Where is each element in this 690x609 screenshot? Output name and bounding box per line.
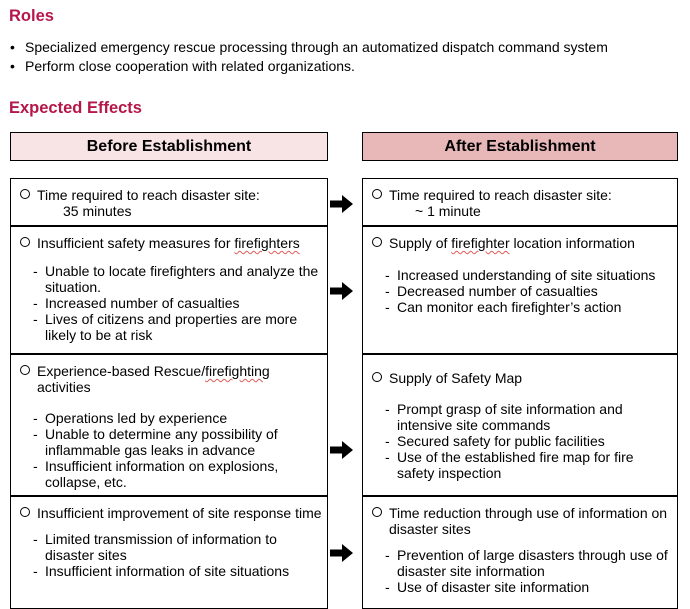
points-list [363, 401, 677, 481]
list-item: - Operations led by experience [11, 410, 327, 426]
circle-bullet-icon [20, 365, 30, 375]
circle-bullet-icon [20, 189, 30, 199]
list-item: - Decreased number of casualties [363, 283, 677, 299]
points-list [11, 263, 327, 343]
list-item: • Specialized emergency rescue processing through an automatized dispatch command system [9, 38, 684, 57]
list-item: - Increased number of casualties [11, 295, 327, 311]
circle-bullet-icon [372, 237, 382, 247]
after-row-4 [362, 496, 678, 609]
before-row-1 [10, 178, 328, 226]
right-arrow-icon [330, 441, 353, 459]
list-item: - Secured safety for public facilities [363, 433, 677, 449]
list-item: - Insufficient information on explosions, collapse, etc. [11, 458, 327, 490]
list-item: - Insufficient information of site situations [11, 563, 327, 579]
row-title: Supply of Safety Map [363, 355, 677, 386]
row-title: Time reduction through use of information on disaster sites [363, 497, 677, 537]
list-item: - Use of disaster site information [363, 579, 677, 595]
circle-bullet-icon [372, 189, 382, 199]
circle-bullet-icon [20, 237, 30, 247]
list-item: - Prompt grasp of site information and intensive site commands [363, 401, 677, 433]
after-row-3 [362, 354, 678, 496]
row-title: Insufficient improvement of site response time [11, 497, 327, 521]
before-row-4 [10, 496, 328, 609]
row-title: Time required to reach disaster site: [11, 179, 327, 203]
roles-heading: Roles [9, 7, 54, 25]
circle-bullet-icon [372, 507, 382, 517]
after-row-2 [362, 226, 678, 354]
circle-bullet-icon [20, 507, 30, 517]
before-establishment-header: Before Establishment [10, 132, 328, 161]
points-list [363, 547, 677, 595]
list-item: - Can monitor each firefighter’s action [363, 299, 677, 315]
row-title: Experience-based Rescue/firefighting activities [11, 355, 327, 395]
after-row-1 [362, 178, 678, 226]
time-value: 35 minutes [63, 203, 132, 219]
right-arrow-icon [330, 544, 353, 562]
points-list [11, 410, 327, 490]
list-item: - Use of the established fire map for fire safety inspection [363, 449, 677, 481]
list-item: - Increased understanding of site situations [363, 267, 677, 283]
before-row-3 [10, 354, 328, 496]
list-item: - Lives of citizens and properties are more likely to be at risk [11, 311, 327, 343]
row-title: Insufficient safety measures for firefighters [11, 227, 327, 251]
list-item: - Unable to determine any possibility of inflammable gas leaks in advance [11, 426, 327, 458]
roles-list [9, 38, 684, 76]
circle-bullet-icon [372, 372, 382, 382]
before-row-2 [10, 226, 328, 354]
row-title: Supply of firefighter location information [363, 227, 677, 251]
list-item: - Unable to locate firefighters and analyze the situation. [11, 263, 327, 295]
row-title: Time required to reach disaster site: [363, 179, 677, 203]
list-item: - Prevention of large disasters through use of disaster site information [363, 547, 677, 579]
right-arrow-icon [330, 282, 353, 300]
right-arrow-icon [330, 195, 353, 213]
after-establishment-header: After Establishment [362, 132, 678, 161]
expected-effects-heading: Expected Effects [9, 99, 142, 117]
points-list [363, 267, 677, 315]
list-item: - Limited transmission of information to disaster sites [11, 531, 327, 563]
list-item: • Perform close cooperation with related organizations. [9, 57, 684, 76]
time-value: ~ 1 minute [415, 203, 481, 219]
points-list [11, 531, 327, 579]
